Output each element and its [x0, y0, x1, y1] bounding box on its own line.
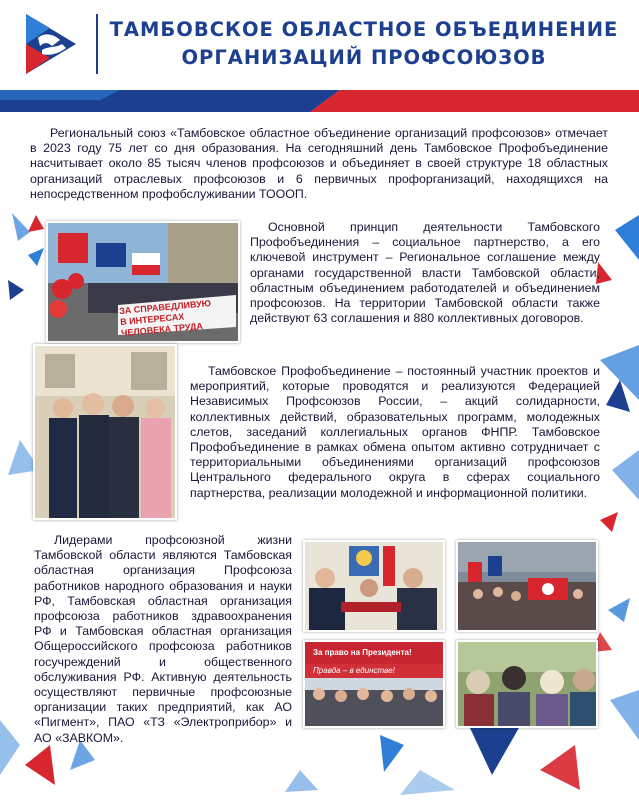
paragraph-fnpr: Тамбовское Профобъединение – постоянный участник проектов и мероприятий, которые проводятся и реализуются Федерацией Независимых Профсоюзов России, – акций солидарности, коллективных действий, образовательных программ, молодежных слетов, заседаний коллегиальных органов ФНПР. Тамбовское Профобъединение в рамках обмена опытом активно сотрудничает с территориальными объединениями организаций профсоюзов Центрального федерального округа в сферах социального партнерства, реализации молодежной и информационной политики.	[190, 364, 600, 500]
march-banner-2: Правда – в единстве!	[313, 666, 395, 675]
title-line-2: ОРГАНИЗАЦИЙ ПРОФСОЮЗОВ	[181, 46, 547, 69]
header-divider	[96, 14, 98, 74]
paragraph-partnership: Основной принцип деятельности Тамбовского Профобъединения – социальное партнерство, а его ключевой инструмент – Региональное соглашение между органами государственной власти Тамбовской области, областным объединением работодателей и объединением профсоюзов. На территории Тамбовской области также действуют 63 соглашения и 880 коллективных договоров.	[250, 220, 600, 326]
header	[0, 0, 639, 88]
photo-agreement-signing	[303, 540, 445, 632]
page-title	[104, 16, 624, 72]
photo-audience	[456, 640, 598, 728]
tricolor-stripe	[0, 90, 639, 112]
title-line-1: ТАМБОВСКОЕ ОБЛАСТНОЕ ОБЪЕДИНЕНИЕ	[109, 18, 619, 41]
photo-may-day-march	[303, 640, 445, 728]
march-banner-1: За право на Президента!	[313, 648, 412, 657]
photo-youth-forum	[456, 540, 598, 632]
banner-line-1: ЗА СПРАВЕДЛИВУЮ	[118, 298, 212, 317]
paragraph-intro: Региональный союз «Тамбовское областное объединение организаций профсоюзов» отмечает в 2023 году 75 лет со дня образования. На сегодняшний день Тамбовское Профобъединение насчитывает около 85 тысяч членов профсоюзов и объединяет в своей структуре 18 областных организаций отраслевых профсоюзов и 6 первичных профорганизаций, находящихся на непосредственном профобслуживании ТОООП.	[30, 126, 608, 201]
banner-line-2: В ИНТЕРЕСАХ ЧЕЛОВЕКА ТРУДА	[119, 311, 204, 338]
triangle-hand-logo-icon	[20, 10, 90, 80]
paragraph-leaders: Лидерами профсоюзной жизни Тамбовской области являются Тамбовская областная организация Профсоюза работников народного образования и науки РФ, Тамбовская областная организация профсоюза работников здравоохранения РФ и Тамбовская областная организация Общероссийского профсоюза работников госучреждений и общественного обслуживания РФ. Активную деятельность осуществляют первичные профсоюзные организации таких предприятий, как АО «Пигмент», ПАО «ТЗ «Электроприбор» и АО «ЗАВКОМ».	[34, 533, 292, 745]
photo-delegation	[33, 344, 177, 520]
photo-rally	[46, 221, 240, 343]
